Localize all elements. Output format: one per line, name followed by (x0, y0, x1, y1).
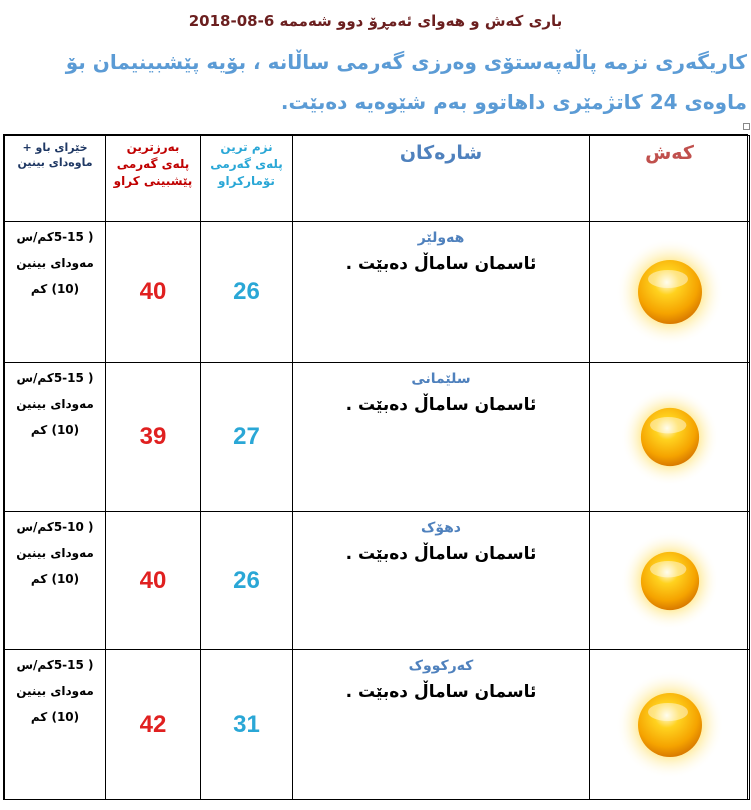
weather-cell (590, 512, 750, 650)
city-description: ئاسمان ساماڵ دەبێت . (345, 254, 537, 274)
wind-cell (5, 222, 106, 363)
city-cell (293, 650, 590, 800)
header-max-line: بەرزترین (126, 140, 180, 154)
header-min-line: تۆمارکراو (218, 174, 275, 188)
table-row (5, 222, 750, 363)
wind-line: مەودای بینین (16, 397, 94, 411)
city-name: هەولێر (417, 230, 465, 246)
sun-icon (615, 670, 725, 780)
header-weather: کەش (590, 136, 750, 222)
min-temp: 27 (201, 363, 293, 512)
table-handle-icon[interactable] (743, 123, 750, 130)
max-temp: 42 (106, 650, 201, 800)
wind-line: ( 5-15کم/س (16, 371, 94, 385)
table-header-row (5, 136, 750, 222)
wind-line: (10) کم (30, 710, 80, 724)
page-title: باری کەش و هەوای ئەمڕۆ دوو شەممە 6-08-2018 (188, 12, 563, 30)
weather-cell (590, 650, 750, 800)
max-temp: 40 (106, 222, 201, 363)
wind-line: مەودای بینین (16, 546, 94, 560)
forecast-table (3, 134, 748, 800)
weather-cell (590, 363, 750, 512)
header-min-line: پلەی گەرمی (210, 157, 283, 171)
sun-icon (615, 237, 725, 347)
city-cell (293, 363, 590, 512)
header-max-line: پلەی گەرمی (116, 157, 190, 171)
wind-cell (5, 363, 106, 512)
wind-line: (10) کم (30, 423, 80, 437)
min-temp: 26 (201, 512, 293, 650)
wind-line: ( 5-10کم/س (16, 520, 94, 534)
city-description: ئاسمان ساماڵ دەبێت . (345, 682, 537, 702)
weather-cell (590, 222, 750, 363)
header-city: شارەکان (293, 136, 590, 222)
wind-line: مەودای بینین (16, 684, 94, 698)
max-temp: 39 (106, 363, 201, 512)
wind-cell (5, 512, 106, 650)
city-name: سلێمانی (411, 371, 471, 387)
wind-line: ( 5-15کم/س (16, 230, 94, 244)
city-name: دهۆک (420, 520, 461, 536)
city-name: کەرکووک (408, 658, 474, 674)
header-min (201, 136, 293, 222)
header-max (106, 136, 201, 222)
header-wind-line: خێرای باو + (22, 141, 88, 154)
wind-line: مەودای بینین (16, 256, 94, 270)
city-description: ئاسمان ساماڵ دەبێت . (345, 395, 537, 415)
wind-line: (10) کم (30, 282, 80, 296)
intro-text: کاریگەری نزمە پاڵەپەستۆی وەرزی گەرمی ساڵانە ، بۆیە پێشبینیمان بۆ ماوەی 24 کاتژمێری داهاتوو بەم شێوەیە دەبێت. (65, 50, 747, 114)
city-cell (293, 512, 590, 650)
sun-icon (620, 387, 720, 487)
min-temp: 26 (201, 222, 293, 363)
table-row (5, 363, 750, 512)
header-min-line: نزم ترین (220, 140, 273, 154)
max-temp: 40 (106, 512, 201, 650)
sun-icon (620, 531, 720, 631)
city-cell (293, 222, 590, 363)
city-description: ئاسمان ساماڵ دەبێت . (345, 544, 537, 564)
wind-line: (10) کم (30, 572, 80, 586)
table-row (5, 512, 750, 650)
table-row (5, 650, 750, 800)
header-wind-line: ماوەدای بینین (17, 156, 93, 169)
wind-line: ( 5-15کم/س (16, 658, 94, 672)
header-max-line: پێشبینی کراو (113, 174, 193, 188)
header-wind (5, 136, 106, 222)
wind-cell (5, 650, 106, 800)
min-temp: 31 (201, 650, 293, 800)
